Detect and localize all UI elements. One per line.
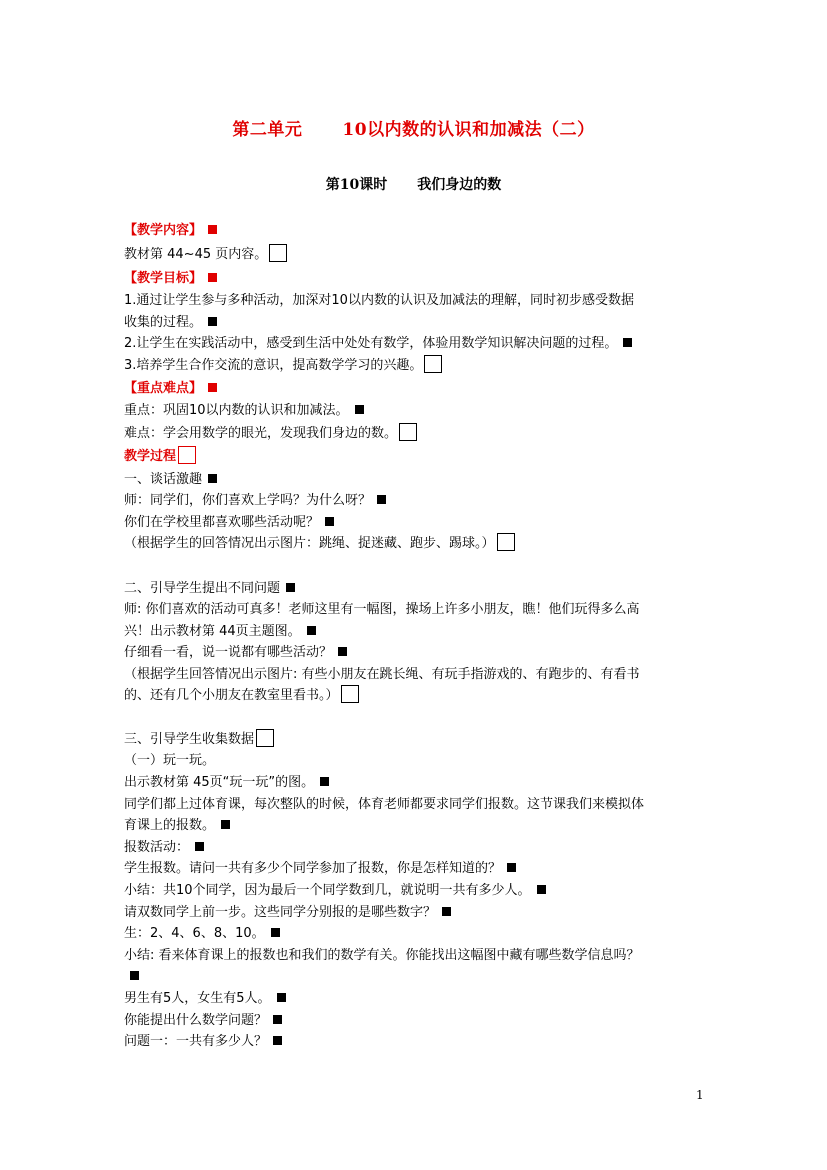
line-text: 学生报数。请问一共有多少个同学参加了报数，你是怎样知道的？	[124, 861, 502, 876]
marker-square-icon	[221, 820, 230, 829]
checkbox-square-icon	[256, 729, 274, 747]
text-line	[124, 794, 644, 815]
line-text: 【教学目标】	[124, 271, 203, 286]
marker-square-icon	[377, 495, 386, 504]
line-text: 师：同学们，你们喜欢上学吗？为什么呀？	[124, 493, 372, 508]
marker-square-icon	[208, 383, 217, 392]
line-text: 重点：巩固10以内数的认识和加减法。	[124, 403, 349, 418]
line-text: 兴！出示教材第 44页主题图。	[124, 624, 301, 639]
text-line	[124, 1031, 282, 1052]
text-line	[124, 923, 280, 944]
checkbox-square-icon	[178, 446, 196, 464]
text-line	[124, 945, 640, 966]
marker-square-icon	[623, 338, 632, 347]
marker-square-icon	[273, 1015, 282, 1024]
text-line	[124, 599, 640, 620]
marker-square-icon	[355, 405, 364, 414]
marker-square-icon	[195, 842, 204, 851]
title-unit: 第二单元	[232, 120, 303, 140]
checkbox-square-icon	[424, 355, 442, 373]
line-text: 小结: 看来体育课上的报数也和我们的数学有关。你能找出这幅图中藏有哪些数学信息吗？	[124, 948, 640, 963]
text-line	[124, 642, 347, 663]
line-text: 师: 你们喜欢的活动可真多！老师这里有一幅图，操场上许多小朋友，瞧！他们玩得多么高	[124, 602, 640, 617]
line-text: （一）玩一玩。	[124, 753, 216, 768]
line-text: 报数活动：	[124, 840, 190, 855]
marker-square-icon	[338, 647, 347, 656]
line-text: 问题一：一共有多少人？	[124, 1034, 268, 1049]
line-text: 收集的过程。	[124, 315, 203, 330]
marker-square-icon	[325, 517, 334, 526]
line-text: （根据学生回答情况出示图片: 有些小朋友在跳长绳、有玩手指游戏的、有跑步的、有看书	[124, 667, 640, 682]
line-text: 教材第 44~45 页内容。	[124, 247, 268, 262]
marker-square-icon	[130, 971, 139, 980]
marker-square-icon	[537, 885, 546, 894]
page-number: 1	[696, 1088, 704, 1102]
marker-square-icon	[507, 863, 516, 872]
text-line	[124, 469, 217, 490]
line-text: 3.培养学生合作交流的意识，提高数学学习的兴趣。	[124, 358, 423, 373]
line-text: 小结：共10个同学，因为最后一个同学数到几，就说明一共有多少人。	[124, 883, 531, 898]
marker-square-icon	[208, 317, 217, 326]
line-text: 你能提出什么数学问题？	[124, 1013, 268, 1028]
text-line	[124, 772, 329, 793]
marker-square-icon	[286, 583, 295, 592]
checkbox-square-icon	[399, 423, 417, 441]
text-line	[124, 966, 139, 987]
marker-square-icon	[208, 225, 217, 234]
text-line	[124, 621, 316, 642]
line-text: 请双数同学上前一步。这些同学分别报的是哪些数字？	[124, 905, 437, 920]
line-text: 2.让学生在实践活动中，感受到生活中处处有数学，体验用数学知识解决问题的过程。	[124, 336, 618, 351]
marker-square-icon	[277, 993, 286, 1002]
text-line	[124, 333, 632, 354]
text-line	[124, 400, 364, 421]
text-line	[124, 837, 204, 858]
text-line	[124, 729, 274, 750]
text-line	[124, 533, 515, 554]
section-heading	[124, 446, 196, 467]
line-text: 1.通过让学生参与多种活动，加深对10以内数的认识及加减法的理解，同时初步感受数据	[124, 293, 634, 308]
text-line	[124, 858, 516, 879]
text-line	[124, 880, 546, 901]
marker-square-icon	[442, 907, 451, 916]
line-text: 出示教材第 45页“玩一玩”的图。	[124, 775, 315, 790]
line-text: 二、引导学生提出不同问题	[124, 581, 281, 596]
text-line	[124, 902, 451, 923]
marker-square-icon	[208, 273, 217, 282]
line-text: 的、还有几个小朋友在教室里看书。）	[124, 688, 339, 703]
title-topic: 10以内数的认识和加减法（二）	[342, 120, 595, 140]
line-text: 三、引导学生收集数据	[124, 732, 255, 747]
lesson-subtitle	[0, 174, 827, 194]
text-line	[124, 1010, 282, 1031]
text-line	[124, 244, 287, 265]
marker-square-icon	[320, 777, 329, 786]
section-heading	[124, 378, 217, 399]
checkbox-square-icon	[341, 685, 359, 703]
line-text: 男生有5人，女生有5人。	[124, 991, 271, 1006]
line-text: 生：2、4、6、8、10。	[124, 926, 265, 941]
line-text: 难点：学会用数学的眼光，发现我们身边的数。	[124, 426, 398, 441]
subtitle-topic: 我们身边的数	[417, 177, 502, 193]
page-title	[0, 115, 827, 140]
line-text: 一、谈话激趣	[124, 472, 203, 487]
marker-square-icon	[208, 474, 217, 483]
section-heading	[124, 220, 217, 241]
line-text: 同学们都上过体育课，每次整队的时候，体育老师都要求同学们报数。这节课我们来模拟体	[124, 797, 645, 812]
checkbox-square-icon	[269, 244, 287, 262]
line-text: 【重点难点】	[124, 381, 203, 396]
text-line	[124, 490, 386, 511]
text-line	[124, 355, 442, 376]
text-line	[124, 988, 286, 1009]
line-text: 教学过程	[124, 449, 177, 464]
text-line	[124, 423, 417, 444]
text-line	[124, 815, 230, 836]
checkbox-square-icon	[497, 533, 515, 551]
line-text: 你们在学校里都喜欢哪些活动呢？	[124, 515, 320, 530]
section-heading	[124, 268, 217, 289]
marker-square-icon	[273, 1036, 282, 1045]
line-text: 育课上的报数。	[124, 818, 216, 833]
line-text: （根据学生的回答情况出示图片：跳绳、捉迷藏、跑步、踢球。）	[124, 536, 495, 551]
line-text: 【教学内容】	[124, 223, 203, 238]
marker-square-icon	[271, 928, 280, 937]
marker-square-icon	[307, 626, 316, 635]
line-text: 仔细看一看，说一说都有哪些活动？	[124, 645, 333, 660]
subtitle-lesson: 第10课时	[325, 177, 388, 193]
text-line	[124, 750, 215, 771]
text-line	[124, 578, 295, 599]
text-line	[124, 290, 634, 311]
text-line	[124, 664, 640, 685]
text-line	[124, 512, 334, 533]
text-line	[124, 312, 217, 333]
text-line	[124, 685, 359, 706]
